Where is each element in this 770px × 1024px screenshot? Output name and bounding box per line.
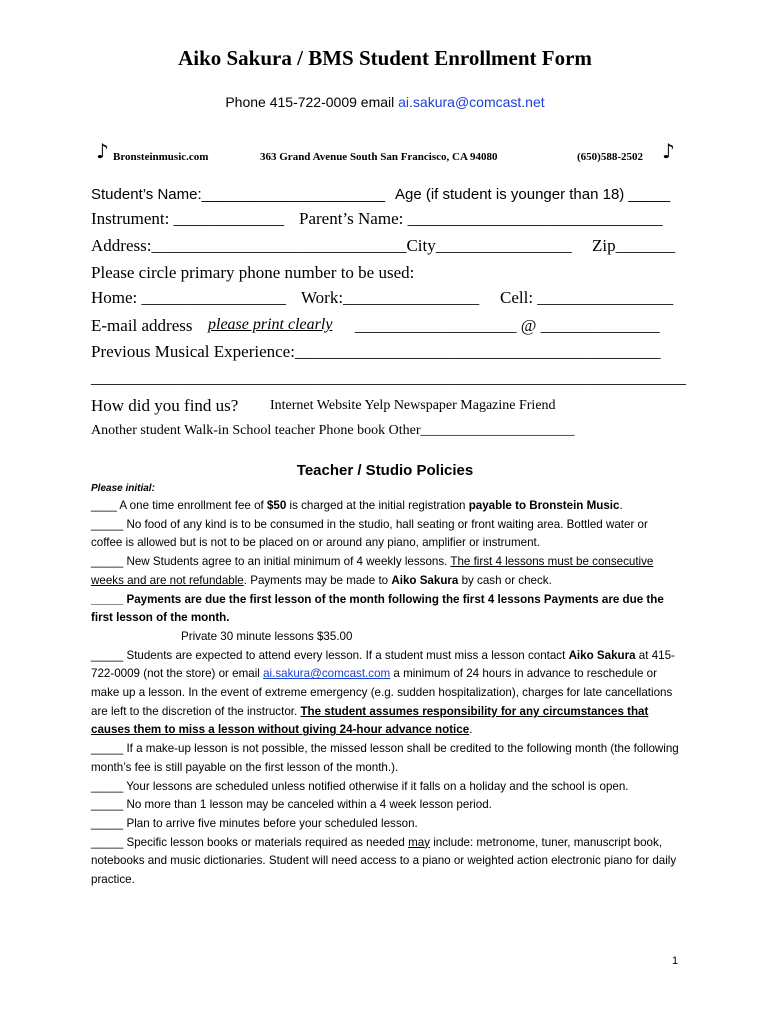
policy-minimum-lessons: _____ New Students agree to an initial minimum of 4 weekly lessons. The first 4 lessons must be consecutive weeks and are not refundable. Payments may be made to Aiko Sakura by cash or check. — [91, 555, 654, 587]
policy-materials: _____ Specific lesson books or materials required as needed may include: metronome, tuner, manuscript book, notebooks and music dictionaries. Student will need access to a piano or weighted action electronic piano for daily practice. — [91, 835, 677, 887]
policy-attendance: _____ Students are expected to attend every lesson. If a student must miss a lesson contact Aiko Sakura at 415-722-0009 (not the store) or email ai.sakura@comcast.com a minimum of 24 hours in advance to reschedule or make up a lesson. In the event of extreme emergency (e.g. sudden hospitalization), charges for late cancellations are left to the discretion of the instructor. The student assumes responsibility for any circumstances that causes them to miss a lesson without giving 24-hour advance notice. — [91, 648, 675, 737]
email-label: E-mail address — [91, 316, 193, 335]
policy-email-link[interactable]: ai.sakura@comcast.com — [263, 667, 391, 681]
zip-field[interactable]: Zip_______ — [592, 236, 676, 255]
home-phone-field[interactable]: Home: _________________ — [91, 288, 287, 307]
please-initial-label: Please initial: — [91, 483, 155, 494]
music-note-icon: ♪ — [662, 139, 675, 163]
studio-website: Bronsteinmusic.com — [113, 151, 209, 163]
contact-phone: Phone 415-722-0009 email — [225, 94, 399, 110]
policy-arrival: _____ Plan to arrive five minutes before your scheduled lesson. — [91, 816, 418, 830]
policy-holidays: _____ Your lessons are scheduled unless notified otherwise if it falls on a holiday and the school is open. — [91, 779, 629, 793]
find-us-options-2[interactable]: Another student Walk-in School teacher Phone book Other______________________ — [91, 423, 575, 438]
email-hint: please print clearly — [208, 316, 333, 333]
studio-address: 363 Grand Avenue South San Francisco, CA 94080 — [260, 151, 498, 163]
policies-heading: Teacher / Studio Policies — [296, 462, 474, 479]
previous-experience-field[interactable]: Previous Musical Experience:___________________________________________ — [91, 342, 661, 361]
age-field[interactable]: Age (if student is younger than 18) _____ — [395, 186, 671, 203]
studio-phone: (650)588-2502 — [577, 151, 643, 163]
page-number: 1 — [672, 955, 679, 967]
address-field[interactable]: Address:______________________________City________________ — [91, 236, 572, 255]
find-us-label: How did you find us? — [91, 396, 239, 415]
contact-line — [0, 94, 770, 110]
policy-cancellations: _____ No more than 1 lesson may be canceled within a 4 week lesson period. — [91, 798, 492, 812]
email-field[interactable]: ___________________ @ ______________ — [355, 316, 660, 335]
policy-lesson-price: Private 30 minute lessons $35.00 — [181, 629, 353, 643]
policy-payments-due: _____ Payments are due the first lesson of the month following the first 4 lessons Payments are due the first lesson of the month. — [91, 592, 664, 625]
previous-experience-line[interactable]: ______________________________________________________________________ — [91, 368, 686, 387]
contact-email[interactable]: ai.sakura@comcast.net — [398, 94, 545, 110]
policy-no-food: _____ No food of any kind is to be consumed in the studio, hall seating or front waiting area. Bottled water or coffee is allowed but is not to be placed on or around any piano, amplifier or instrument. — [91, 517, 648, 550]
policy-enrollment-fee: ____ A one time enrollment fee of $50 is charged at the initial registration payable to Bronstein Music. — [91, 499, 623, 512]
parent-name-field[interactable]: Parent’s Name: ______________________________ — [299, 209, 663, 228]
form-title: Aiko Sakura / BMS Student Enrollment Form — [178, 46, 592, 70]
cell-phone-field[interactable]: Cell: ________________ — [500, 288, 674, 307]
find-us-options[interactable]: Internet Website Yelp Newspaper Magazine Friend — [270, 398, 556, 413]
instrument-field[interactable]: Instrument: _____________ — [91, 209, 285, 228]
music-note-icon: ♪ — [96, 139, 109, 163]
policy-make-up: _____ If a make-up lesson is not possible, the missed lesson shall be credited to the following month (the following month’s fee is still payable on the first lesson of the month.). — [91, 742, 679, 774]
student-name-field[interactable]: Student’s Name:______________________ — [91, 186, 386, 203]
policies-list — [91, 497, 681, 890]
phone-instruction: Please circle primary phone number to be used: — [91, 263, 415, 282]
work-phone-field[interactable]: Work:________________ — [301, 288, 480, 307]
